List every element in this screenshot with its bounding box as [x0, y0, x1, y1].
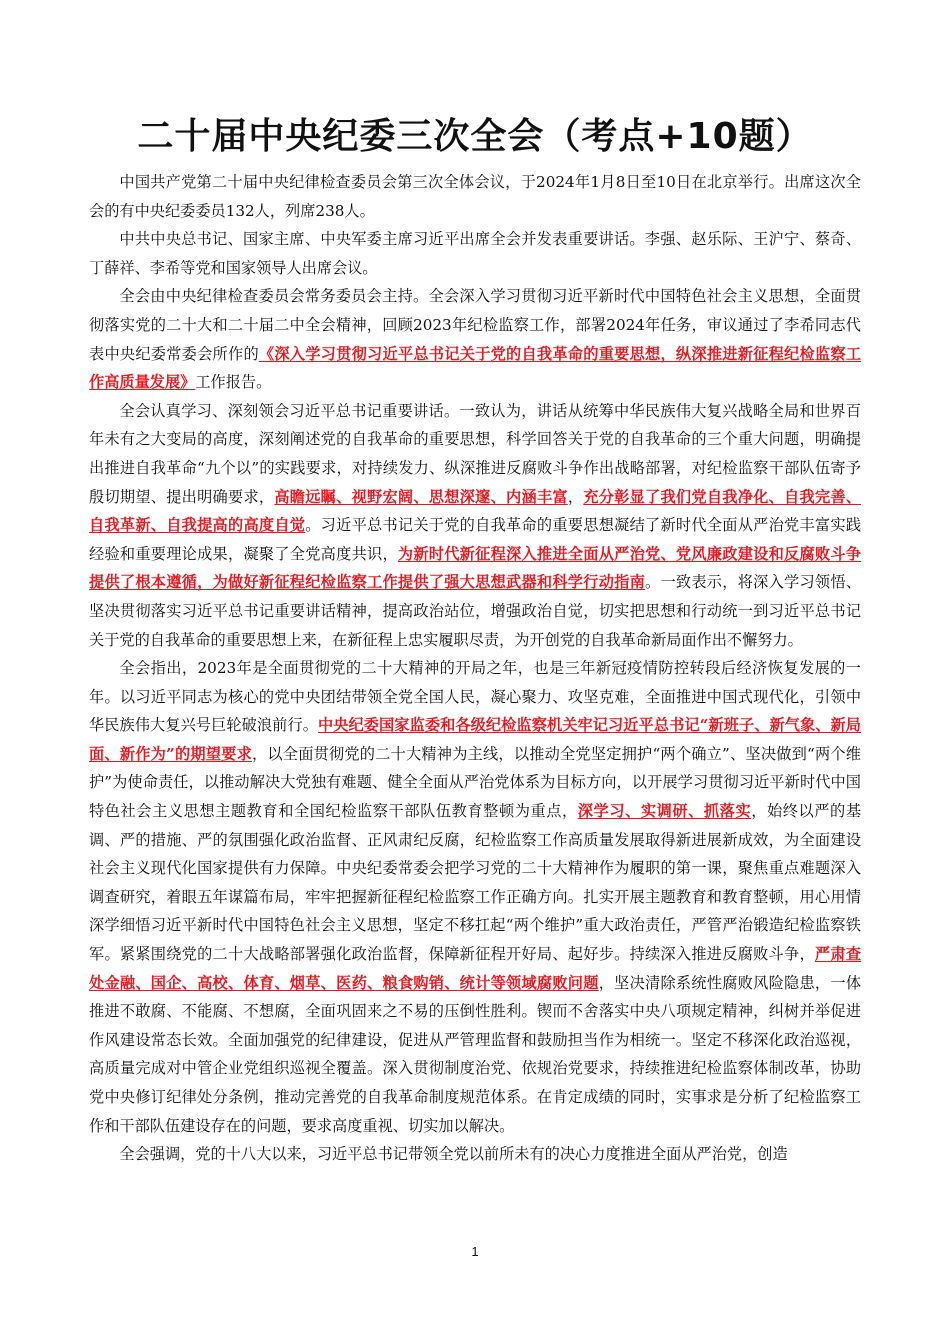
agenda-text-end: 工作报告。: [195, 373, 272, 392]
document-title: 二十届中央纪委三次全会（考点+10题）: [137, 116, 813, 157]
document-body: [89, 168, 861, 1169]
paragraph-speech-study: [89, 397, 861, 654]
speech-highlight-1: 高瞻远瞩、视野宏阔、思想深邃、内涵丰富: [274, 487, 568, 506]
paragraph-attendance: 中共中央总书记、国家主席、中央军委主席习近平出席全会并发表重要讲话。李强、赵乐际、王沪宁、蔡奇、丁薛祥、李希等党和国家领导人出席会议。: [89, 230, 861, 277]
review-text-4: ，坚决清除系统性腐败风险隐患，一体推进不敢腐、不能腐、不想腐，全面巩固来之不易的压倒性胜利。锲而不舍落实中央八项规定精神，纠树并举促进作风建设常态长效。全面加强党的纪律建设，促进从严管理监督和鼓励担当作为相统一。坚定不移深化政治巡视，高质量完成对中管企业党组织巡视全覆盖。深入贯彻制度治党、依规治党要求，持续推进纪检监察体制改革，协助党中央修订纪律处分条例，推动完善党的自我革命制度规范体系。在肯定成绩的同时，实事求是分析了纪检监察工作和干部队伍建设存在的问题，要求高度重视、切实加以解决。: [89, 973, 862, 1135]
review-text-1: 全会指出，2023年是全面贯彻党的二十大精神的开局之年，也是三年新冠疫情防控转段后经济恢复发展的一年。以习近平同志为核心的党中央团结带领全党全国人民，凝心聚力、攻坚克难，全面推进中国式现代化，引领中华民族伟大复兴号巨轮破浪前行。: [89, 659, 861, 735]
speech-text-4: 。一致表示，将深入学习领悟、坚决贯彻落实习近平总书记重要讲话精神，提高政治站位，增强政治自觉，切实把思想和行动统一到习近平总书记关于党的自我革命的重要思想上来，在新征程上忠实履职尽责，为开创党的自我革命新局面作出不懈努力。: [89, 573, 862, 649]
speech-highlight-3: 为新时代新征程深入推进全面从严治党、党风廉政建设和反腐败斗争提供了根本遵循，为做好新征程纪检监察工作提供了强大思想武器和科学行动指南: [89, 544, 862, 592]
review-highlight-1: 中央纪委国家监委和各级纪检监察机关牢记习近平总书记“新班子、新气象、新局面、新作为”的期望要求: [89, 716, 861, 763]
review-highlight-2: 深学习、实调研、抓落实: [577, 802, 752, 821]
agenda-text: 全会由中央纪律检查委员会常务委员会主持。全会深入学习贯彻习近平新时代中国特色社会主义思想，全面贯彻落实党的二十大和二十届二中全会精神，回顾2023年纪检监察工作，部署2024年任务，审议通过了李希同志代表中央纪委常委会所作的: [89, 287, 861, 363]
paragraph-2023-review: [89, 654, 861, 1140]
speech-text-3: 。习近平总书记关于党的自我革命的重要思想凝结了新时代全面从严治党丰富实践经验和重要理论成果，凝聚了全党高度共识，: [89, 516, 862, 563]
speech-text-2: ，: [567, 487, 584, 506]
paragraph-session-agenda: [89, 282, 861, 396]
paragraph-session-intro: 中国共产党第二十届中央纪律检查委员会第三次全体会议，于2024年1月8日至10日在北京举行。出席这次全会的有中央纪委委员132人，列席238人。: [89, 173, 861, 220]
review-highlight-3: 严肃查处金融、国企、高校、体育、烟草、医药、粮食购销、统计等领域腐败问题: [89, 945, 862, 992]
review-text-2: ，以全面贯彻党的二十大精神为主线，以推动全党坚定拥护“两个确立”、坚决做到“两个维护”为使命责任，以推动解决大党独有难题、健全全面从严治党体系为目标方向，以开展学习贯彻习近平新时代中国特色社会主义思想主题教育和全国纪检监察干部队伍教育整顿为重点，: [89, 744, 861, 821]
review-text-3: ，始终以严的基调、严的措施、严的氛围强化政治监督、正风肃纪反腐，纪检监察工作高质量发展取得新进展新成效，为全面建设社会主义现代化国家提供有力保障。中央纪委常委会把学习党的二十大精神作为履职的第一课，聚焦重点难题深入调查研究，着眼五年谋篇布局，牢牢把握新征程纪检监察工作正确方向。扎实开展主题教育和教育整顿，用心用情深学细悟习近平新时代中国特色社会主义思想，坚定不移扛起“两个维护”重大政治责任，严管严治锻造纪检监察铁军。紧紧围绕党的二十大战略部署强化政治监督，保障新征程开好局、起好步。持续深入推进反腐败斗争，: [89, 802, 862, 964]
paragraph-emphasis: 全会强调，党的十八大以来，习近平总书记带领全党以前所未有的决心力度推进全面从严治党，创造: [119, 1145, 788, 1164]
speech-highlight-2: 充分彰显了我们党自我净化、自我完善、自我革新、自我提高的高度自觉: [89, 487, 862, 535]
report-title-highlight: 《深入学习贯彻习近平总书记关于党的自我革命的重要思想，纵深推进新征程纪检监察工作高质量发展》: [89, 344, 862, 392]
page-number: 1: [471, 1244, 479, 1259]
speech-text-1: 全会认真学习、深刻领会习近平总书记重要讲话。一致认为，讲话从统筹中华民族伟大复兴战略全局和世界百年未有之大变局的高度，深刻阐述党的自我革命的重要思想，科学回答关于党的自我革命的三个重大问题，明确提出推进自我革命“九个以”的实践要求，对持续发力、纵深推进反腐败斗争作出战略部署，对纪检监察干部队伍寄予殷切期望、提出明确要求，: [89, 401, 861, 506]
